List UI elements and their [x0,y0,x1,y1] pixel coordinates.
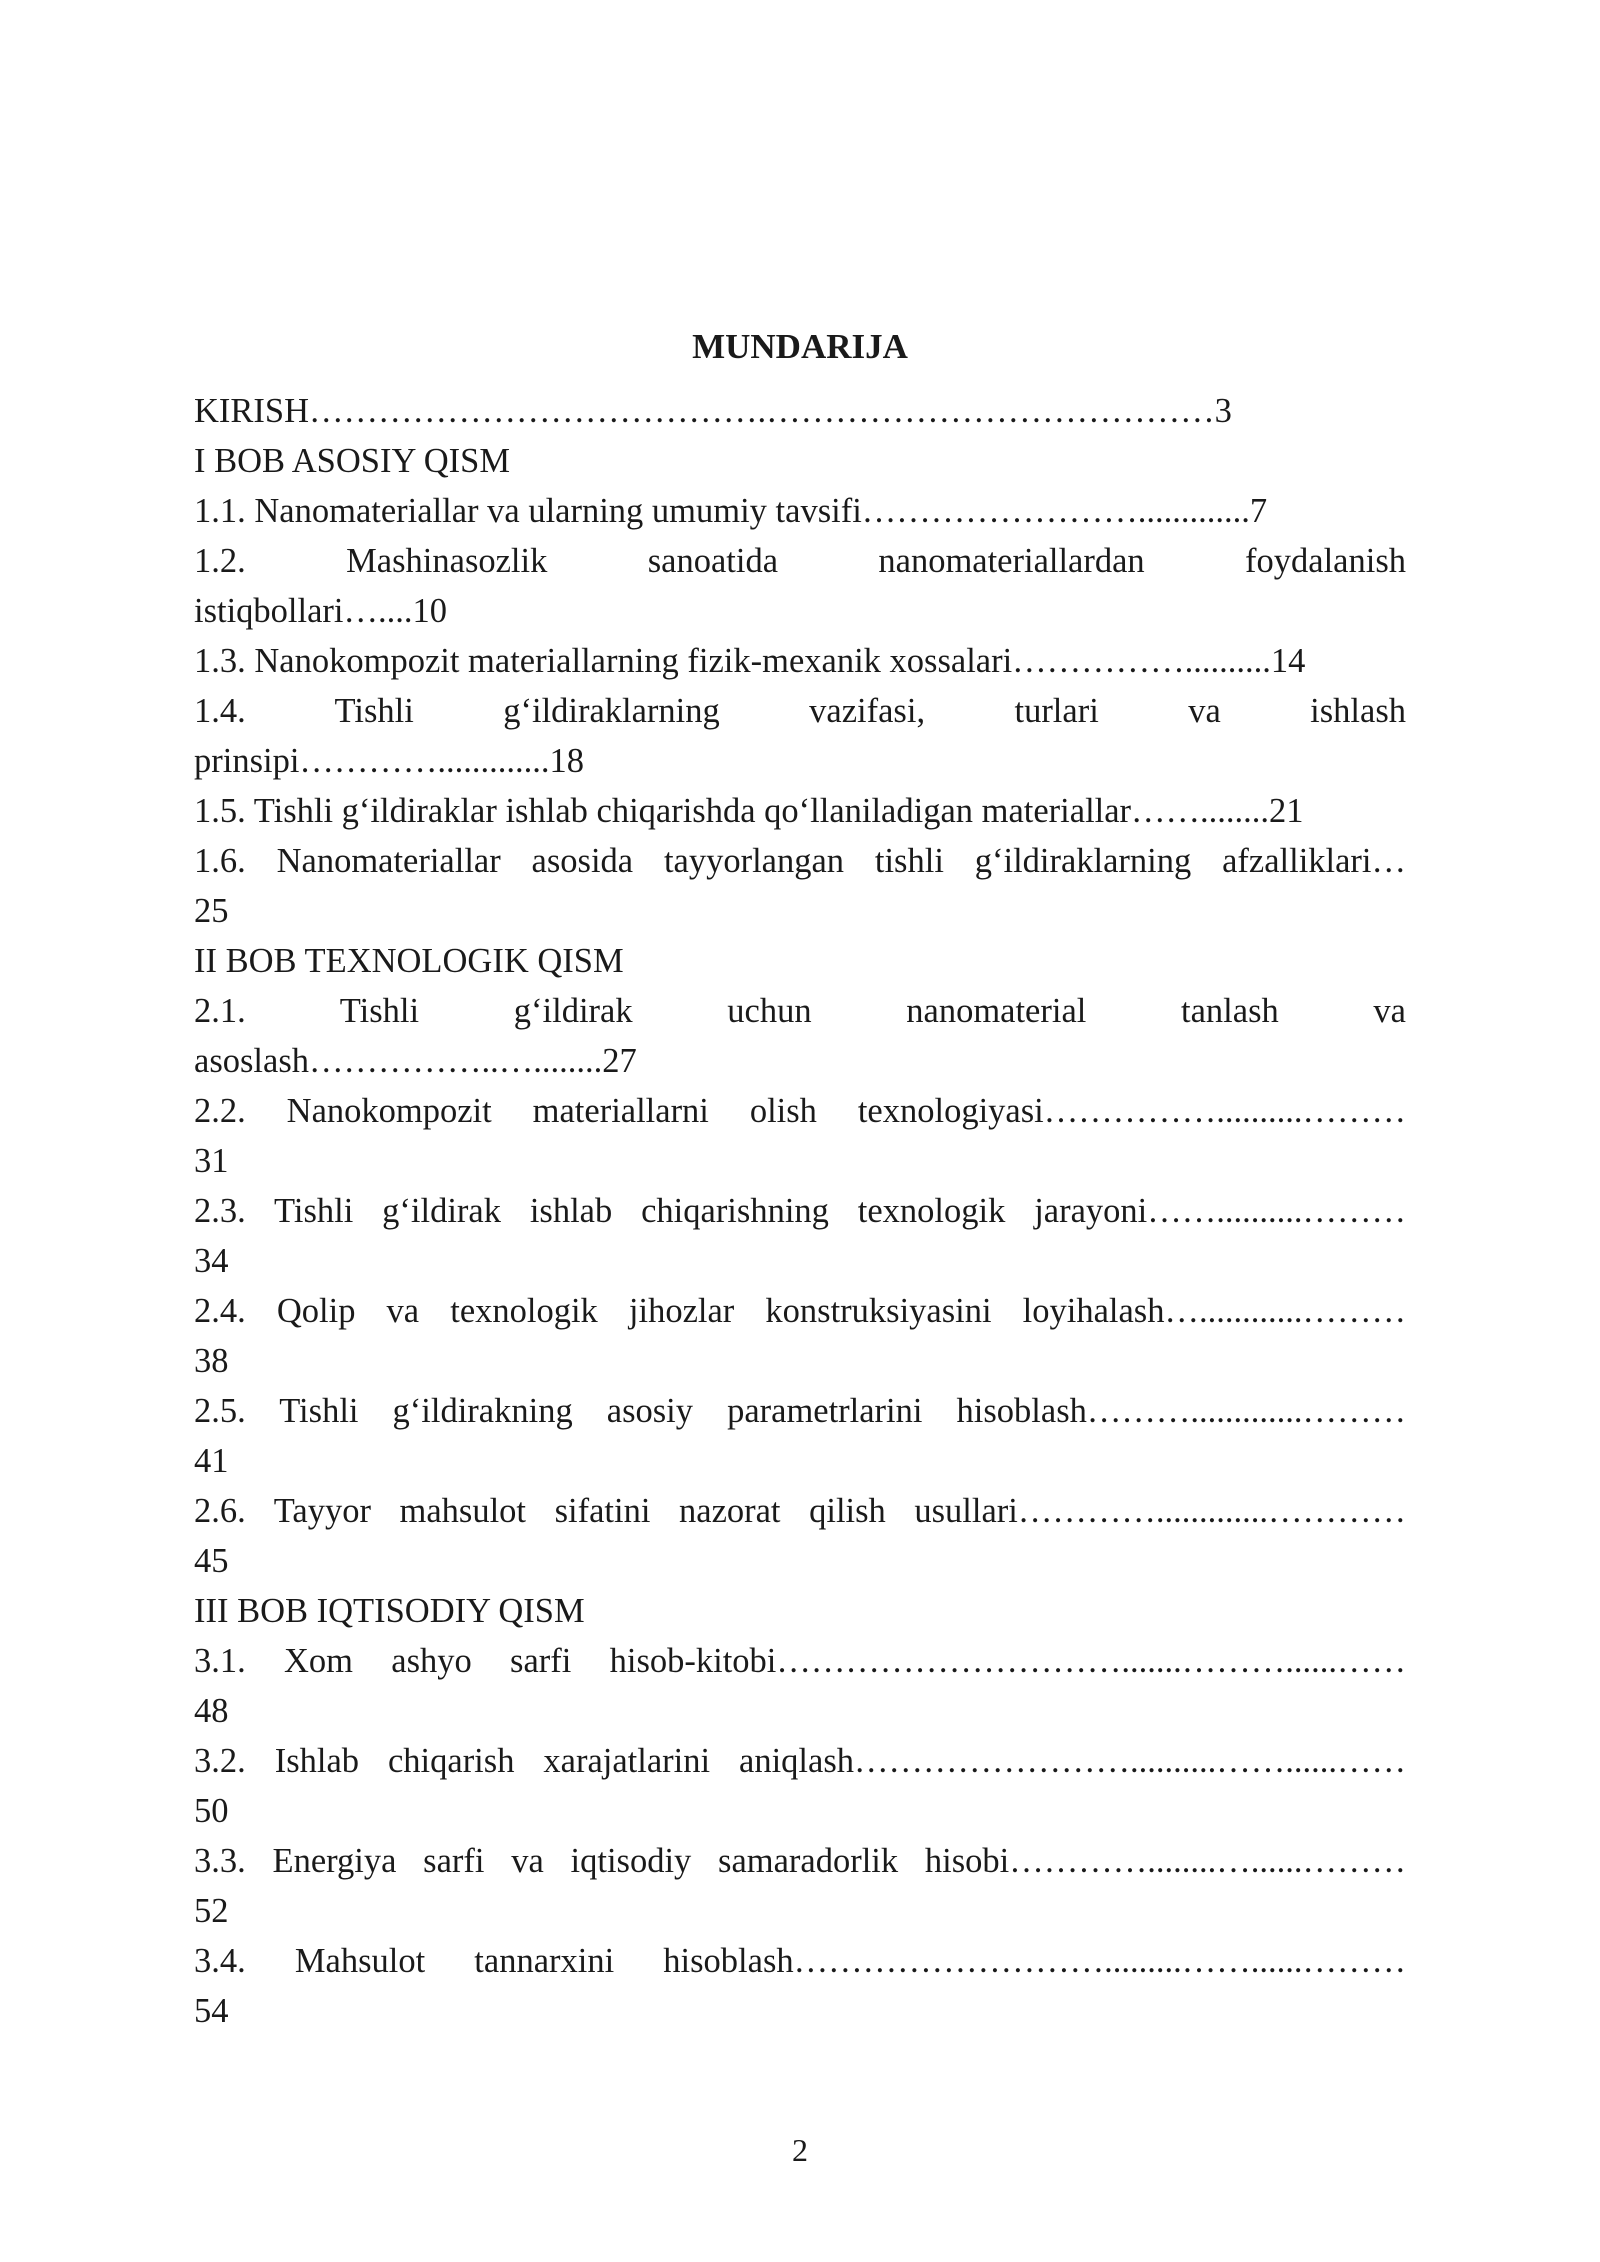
toc-line: 48 [194,1692,229,1730]
toc-line: 52 [194,1892,229,1930]
toc-line: 45 [194,1542,229,1580]
toc-line: 25 [194,892,229,930]
toc-line: istiqbollari…....10 [194,592,447,630]
toc-line: 3.4. Mahsulot tannarxini hisoblash……………………….........……......……… [194,1942,1406,1980]
toc-line: 2.3. Tishli g‘ildirak ishlab chiqarishning texnologik jarayoni……..........……… [194,1192,1406,1230]
toc-line: 54 [194,1992,229,2030]
toc-title: MUNDARIJA [692,327,908,366]
toc-line: 1.1. Nanomateriallar va ularning umumiy tavsifi…………………….............7 [194,492,1268,530]
toc-line: 1.2. Mashinasozlik sanoatida nanomateriallardan foydalanish [194,542,1406,580]
toc-line: 2.2. Nanokompozit materiallarni olish texnologiyasi……………..........……… [194,1092,1406,1130]
toc-line: 2.4. Qolip va texnologik jihozlar konstruksiyasini loyihalash…............……… [194,1292,1406,1330]
toc-line: prinsipi………….............18 [194,742,585,780]
toc-line: II BOB TEXNOLOGIK QISM [194,942,624,980]
toc-line: asoslash……………..…........27 [194,1042,637,1080]
toc-line: 2.6. Tayyor mahsulot sifatini nazorat qilish usullari………….............………… [194,1492,1406,1530]
toc-line: 1.4. Tishli g‘ildiraklarning vazifasi, turlari va ishlash [194,692,1406,730]
toc-line: 3.2. Ishlab chiqarish xarajatlarini aniqlash……………………..........……......…… [194,1742,1406,1780]
toc-line: 1.5. Tishli g‘ildiraklar ishlab chiqarishda qo‘llaniladigan materiallar……........21 [194,792,1304,830]
toc-line: 3.3. Energiya sarfi va iqtisodiy samaradorlik hisobi…………........…......……… [194,1842,1406,1880]
toc-line: 38 [194,1342,229,1380]
toc-line: 31 [194,1142,229,1180]
toc-line: 41 [194,1442,229,1480]
toc-line: 50 [194,1792,229,1830]
page-number: 2 [792,2132,808,2168]
toc-line: 3.1. Xom ashyo sarfi hisob-kitobi………………………….......………......…… [194,1642,1406,1680]
toc-line: KIRISH………………………………….…………………………………3 [194,392,1232,430]
toc-line: 1.3. Nanokompozit materiallarning fizik-mexanik xossalari……………..........14 [194,642,1306,680]
toc-line: I BOB ASOSIY QISM [194,442,510,480]
toc-line: 1.6. Nanomateriallar asosida tayyorlangan tishli g‘ildiraklarning afzalliklari… [194,842,1406,880]
toc-line: 2.1. Tishli g‘ildirak uchun nanomaterial tanlash va [194,992,1406,1030]
toc-line: III BOB IQTISODIY QISM [194,1592,585,1630]
toc-line: 2.5. Tishli g‘ildirakning asosiy parametrlarini hisoblash……….............……… [194,1392,1406,1430]
toc-line: 34 [194,1242,229,1280]
table-of-contents [194,386,1406,2036]
